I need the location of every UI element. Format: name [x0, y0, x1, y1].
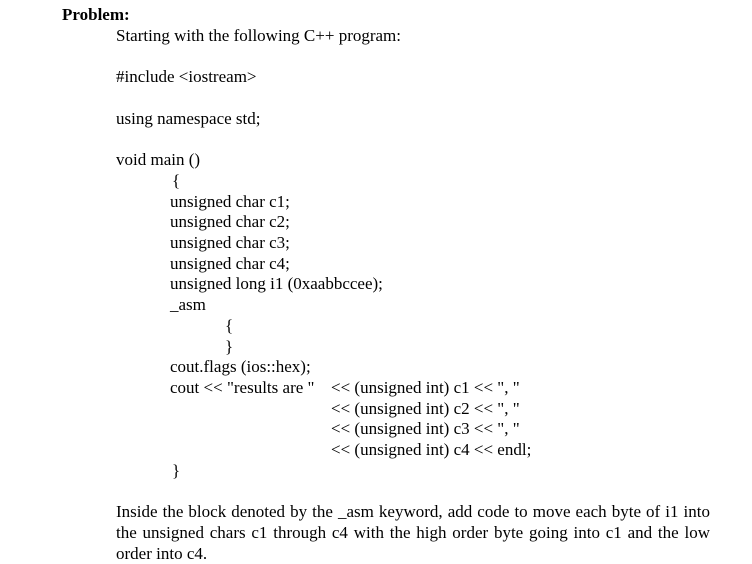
code-cout-c2: << (unsigned int) c2 << ", "	[331, 399, 520, 418]
code-asm-open-brace: {	[225, 316, 234, 335]
code-decl-i1: unsigned long i1 (0xaabbccee);	[170, 274, 383, 293]
intro-text: Starting with the following C++ program:	[116, 26, 402, 45]
code-main-signature: void main ()	[116, 150, 201, 169]
code-decl-c3: unsigned char c3;	[170, 233, 290, 252]
code-cout-c1: << (unsigned int) c1 << ", "	[331, 378, 520, 397]
code-cout-flags: cout.flags (ios::hex);	[170, 357, 311, 376]
code-using: using namespace std;	[116, 109, 261, 128]
code-asm-keyword: _asm	[170, 295, 206, 314]
code-open-brace: {	[172, 171, 181, 190]
code-decl-c1: unsigned char c1;	[170, 192, 290, 211]
code-decl-c2: unsigned char c2;	[170, 212, 290, 231]
code-decl-c4: unsigned char c4;	[170, 254, 290, 273]
code-cout-prefix: cout << "results are "	[170, 378, 315, 397]
code-include: #include <iostream>	[116, 67, 257, 86]
instruction-paragraph: Inside the block denoted by the _asm keyword, add code to move each byte of i1 into the unsigned chars c1 through c4 with the high order byte going into c1 and the low order into c4.	[116, 502, 710, 563]
code-cout-c3: << (unsigned int) c3 << ", "	[331, 419, 520, 438]
code-asm-close-brace: }	[225, 337, 234, 356]
code-close-brace: }	[172, 461, 181, 480]
problem-heading: Problem:	[62, 5, 130, 24]
code-cout-c4: << (unsigned int) c4 << endl;	[331, 440, 532, 459]
